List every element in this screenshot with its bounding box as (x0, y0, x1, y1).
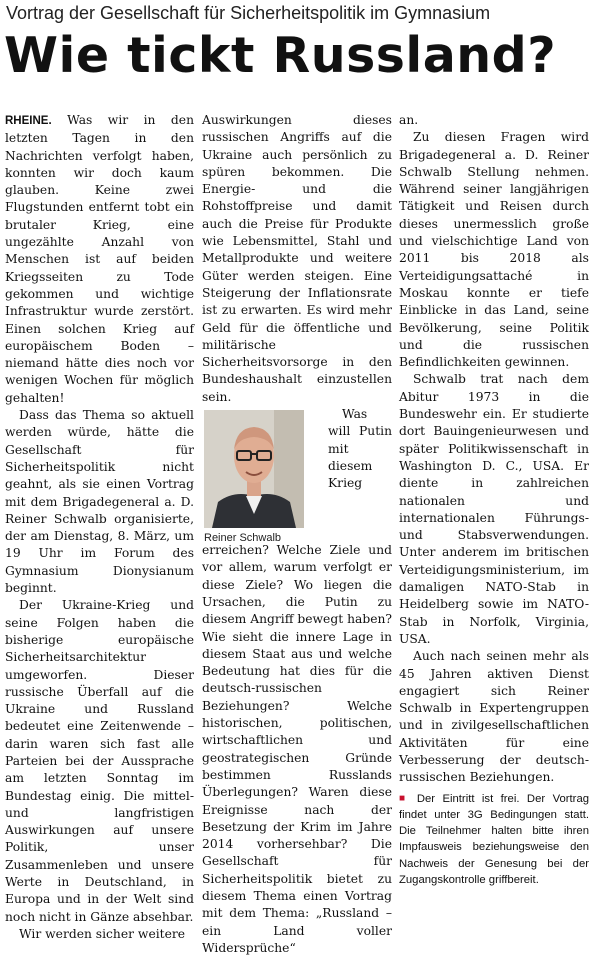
text-column-1 (5, 112, 194, 943)
info-note (399, 791, 589, 889)
text-column-3 (399, 112, 589, 888)
paragraph: Zu diesen Fragen wird Brigadegeneral a. D. Reiner Schwalb Stellung nehmen. Während seiner langjährigen Tätigkeit und Reisen durch dieses unermesslich große und vielschichtige Land von 2011 bis 2018 als Verteidigungsattaché in Moskau konnte er tiefe Einblicke in das Land, seine Bevölkerung, seine Politik und die russischen Befindlichkeiten gewinnen. (399, 130, 589, 370)
paragraph: Auch nach seinen mehr als 45 Jahren aktiven Dienst engagiert sich Reiner Schwalb in Expertengruppen und in zivilgesellschaftlichen Aktivitäten für eine Verbesserung der deutsch-russischen Beziehungen. (399, 649, 589, 785)
paragraph: Schwalb trat nach dem Abitur 1973 in die Bundeswehr ein. Er studierte dort Bauingenieurwesen und später Politikwissenschaft in Washington D. C., USA. Er diente in zahlreichen nationalen und internationalen Führungs- und Stabsverwendungen. Unter anderem im britischen Verteidigungsministerium, im damaligen NATO-Stab in Heidelberg sowie im NATO-Stab in Norfolk, Virginia, USA. (399, 372, 589, 646)
paragraph: Was wir in den letzten Tagen in den Nachrichten verfolgt haben, konnten wir doch kaum glauben. Keine zwei Flugstunden entfernt tobt ein brutaler Krieg, eine ungezählte Anzahl von Menschen ist auf beiden Kriegsseiten zu Tode gekommen und wichtige Infrastruktur wurde zerstört. Einen solchen Krieg auf europäischem Boden – niemand hätte dies noch vor wenigen Wochen für möglich gehalten! (5, 113, 194, 405)
note-text: Der Eintritt ist frei. Der Vortrag findet unter 3G Bedingungen statt. Die Teilnehmer halten bitte ihren Impfausweis beziehungsweise den Nachweis der Genesung bei der Zugangskontrolle griffbereit. (399, 792, 590, 887)
article-headline: Wie tickt Russland? (4, 27, 557, 84)
portrait-illustration (204, 410, 304, 528)
red-bullet-icon: ■ (399, 792, 410, 804)
paragraph: Auswirkungen dieses russischen Angriffs auf die Ukraine auch persönlich zu spüren bekommen. Die Energie- und die Rohstoffpreise und damit auch die Preise für Produkte wie Lebensmittel, Stahl und Metallprodukte und weitere Güter werden steigen. Eine Steigerung der Inflationsrate ist zu erwarten. Es wird mehr Geld für die öffentliche und militärische Sicherheitsvorsorge in den Bundeshaushalt einzustellen sein. (202, 113, 392, 404)
paragraph: Dass das Thema so aktuell werden würde, hätte die Gesellschaft für Sicherheitspolitik nicht geahnt, als sie einen Vortrag mit dem Brigadegeneral a. D. Reiner Schwalb organisierte, der am Dienstag, 8. März, um 19 Uhr im Forum des Gymnasium Dionysianum beginnt. (5, 408, 194, 596)
paragraph: an. (399, 113, 419, 127)
paragraph: Was will Putin mit diesem Krieg erreichen? Welche Ziele und vor allem, warum verfolgt er diese Ziele? Wo liegen die Ursachen, die Putin zu diesem Angriff bewegt haben? Wie sieht die innere Lage in diesem Staat aus und welche Bedeutung hat dies für die deutsch-russischen Beziehungen? Welche historischen, politischen, wirtschaftlichen und geostrategischen Gründe bestimmen Russlands Überlegungen? Waren diese Ereignisse nach der Besetzung der Krim im Jahre 2014 vorhersehbar? Die Gesellschaft für Sicherheitspolitik bietet zu diesem Thema einen Vortrag mit dem Thema: „Russland – ein Land voller Widersprüche“ (202, 407, 392, 955)
paragraph: Wir werden sicher weitere (19, 926, 186, 941)
portrait-photo (204, 410, 304, 528)
dateline: RHEINE. (5, 115, 52, 127)
text-column-2 (202, 112, 392, 957)
paragraph: Der Ukraine-Krieg und seine Folgen haben die bisherige europäische Sicherheitsarchitektur umgeworfen. Dieser russische Überfall auf die Ukraine und Russland bedeutet eine Zeitenwende – darin waren sich fast alle Parteien bei der Aussprache am letzten Sonntag im Bundestag einig. Die mittel- und langfristigen Auswirkungen auf unsere Politik, unser Zusammenleben und unsere Werte in Deutschland, in Europa und in der Welt sind noch nicht in Gänze absehbar. (5, 598, 194, 924)
photo-caption: Reiner Schwalb (204, 532, 282, 545)
article-kicker: Vortrag der Gesellschaft für Sicherheitspolitik im Gymnasium (6, 3, 491, 23)
portrait-figure (202, 410, 322, 545)
